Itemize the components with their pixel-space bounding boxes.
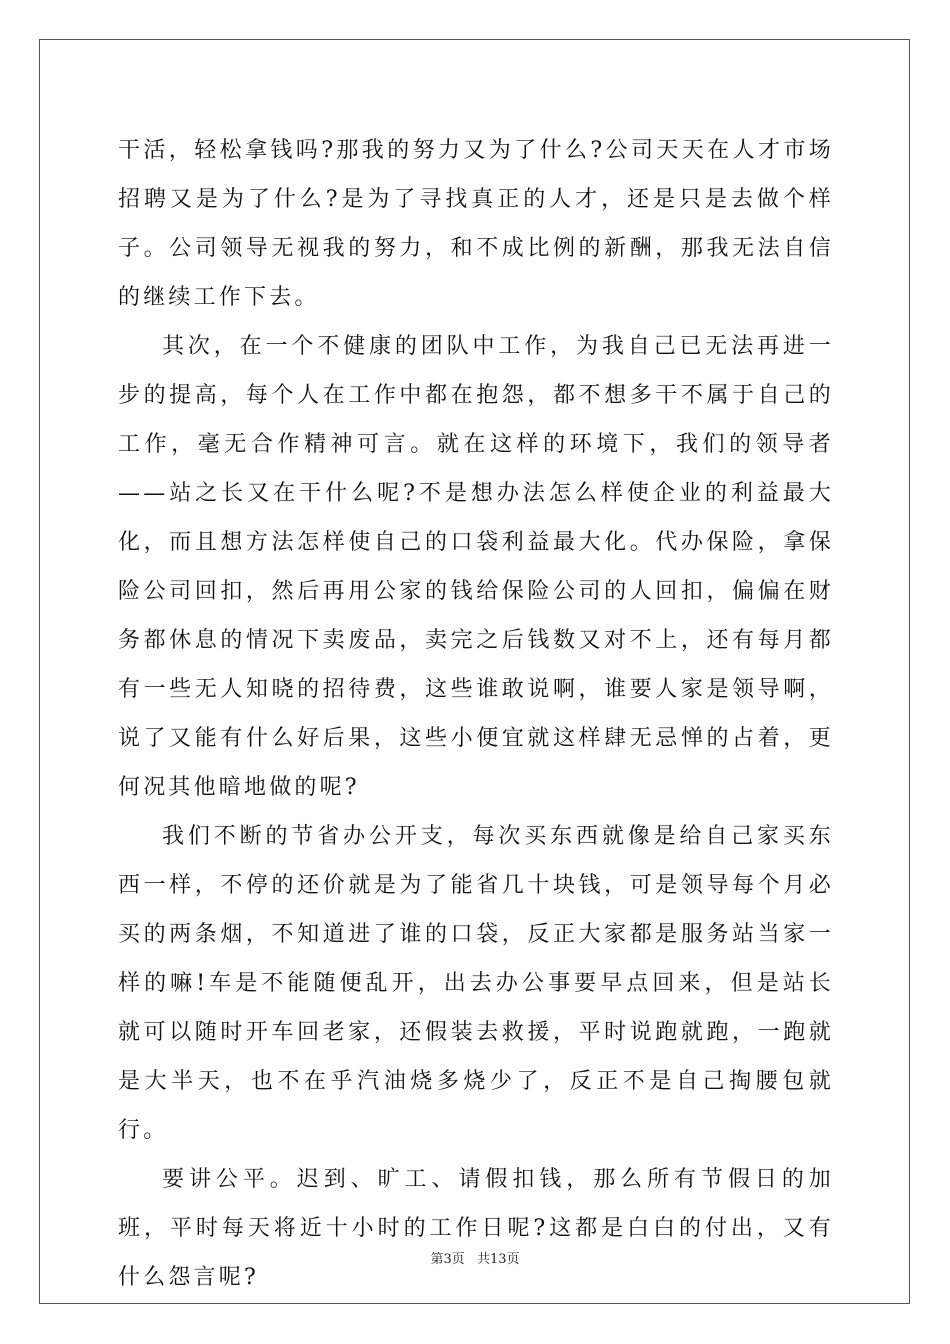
page-total: 共13页: [476, 1252, 520, 1267]
paragraph-4: 要讲公平。迟到、旷工、请假扣钱，那么所有节假日的加班，平时每天将近十小时的工作日呢?这都是白白的付出，又有什么怨言呢?: [118, 1167, 834, 1290]
paragraph-3: 我们不断的节省办公开支，每次买东西就像是给自己家买东西一样，不停的还价就是为了能省几十块钱，可是领导每个月必买的两条烟，不知道进了谁的口袋，反正大家都是服务站当家一样的嘛!车是不能随便乱开，出去办公事要早点回来，但是站长就可以随时开车回老家，还假装去救援，平时说跑就跑，一跑就是大半天，也不在乎汽油烧多烧少了，反正不是自己掏腰包就行。: [118, 824, 834, 1143]
document-body: [118, 126, 834, 1302]
page-number: 第3页: [430, 1252, 465, 1267]
paragraph-1: 干活，轻松拿钱吗?那我的努力又为了什么?公司天天在人才市场招聘又是为了什么?是为了寻找真正的人才，还是只是去做个样子。公司领导无视我的努力，和不成比例的新酬，那我无法自信的继续工作下去。: [118, 138, 834, 310]
page-footer: [0, 1248, 950, 1267]
paragraph-2: 其次，在一个不健康的团队中工作，为我自己已无法再进一步的提高，每个人在工作中都在抱怨，都不想多干不属于自己的工作，毫无合作精神可言。就在这样的环境下，我们的领导者——站之长又在干什么呢?不是想办法怎么样使企业的利益最大化，而且想方法怎样使自己的口袋利益最大化。代办保险，拿保险公司回扣，然后再用公家的钱给保险公司的人回扣，偏偏在财务都休息的情况下卖废品，卖完之后钱数又对不上，还有每月都有一些无人知晓的招待费，这些谁敢说啊，谁要人家是领导啊，说了又能有什么好后果，这些小便宜就这样肆无忌惮的占着，更何况其他暗地做的呢?: [118, 334, 834, 800]
